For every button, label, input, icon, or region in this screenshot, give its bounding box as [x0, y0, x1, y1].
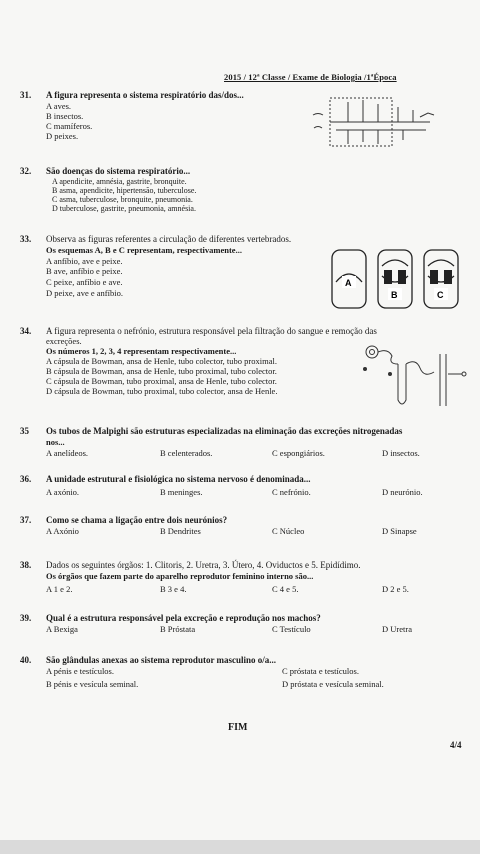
end-marker: FIM [228, 722, 248, 733]
option-c: C Testículo [272, 624, 311, 634]
option-d: D Sinapse [382, 526, 417, 536]
option-d: D insectos. [382, 448, 420, 458]
question-number: 34. [20, 326, 32, 336]
option-b: B meninges. [160, 487, 203, 497]
question-number: 38. [20, 560, 32, 570]
option-b: B ave, anfíbio e peixe. [46, 266, 123, 276]
question-number: 35 [20, 426, 29, 436]
option-c: C mamíferos. [46, 121, 93, 131]
question-number: 37. [20, 515, 32, 525]
exam-header: 2015 / 12ª Classe / Exame de Biologia /1ªÉpoca [224, 72, 397, 82]
question-stem-2: Os esquemas A, B e C representam, respectivamente... [46, 245, 242, 255]
option-d: D neurónio. [382, 487, 423, 497]
option-d: D 2 e 5. [382, 584, 409, 594]
question-number: 36. [20, 474, 32, 484]
option-b: B Próstata [160, 624, 196, 634]
circulation-figure [328, 246, 468, 312]
option-c: C asma, tuberculose, bronquite, pneumonia. [52, 195, 193, 204]
page-number: 4/4 [450, 740, 462, 750]
question-stem: A unidade estrutural e fisiológica no sistema nervoso é denominada... [46, 474, 311, 484]
option-c: C nefrónio. [272, 487, 311, 497]
option-b: B Dendrites [160, 526, 201, 536]
option-d: D cápsula de Bowman, tubo proximal, tubo colector, ansa de Henle. [46, 386, 278, 396]
option-d: D tuberculose, gastrite, pneumonia, amnésia. [52, 204, 196, 213]
option-a: A Axónio [46, 526, 79, 536]
option-c: C Núcleo [272, 526, 305, 536]
option-d: D peixes. [46, 131, 79, 141]
option-a: A aves. [46, 101, 72, 111]
option-c: C próstata e testículos. [282, 666, 359, 676]
question-stem: São doenças do sistema respiratório... [46, 166, 191, 176]
option-c: C espongiários. [272, 448, 325, 458]
bottom-bar [0, 840, 480, 854]
question-stem: Como se chama a ligação entre dois neurónios? [46, 515, 228, 525]
question-number: 31. [20, 90, 32, 100]
option-d: D próstata e vesícula seminal. [282, 679, 384, 689]
question-stem: Qual é a estrutura responsável pela excreção e reprodução nos machos? [46, 613, 321, 623]
question-number: 40. [20, 655, 32, 665]
question-stem: São glândulas anexas ao sistema reprodutor masculino o/a... [46, 655, 277, 665]
question-stem: Os tubos de Malpighi são estruturas especializadas na eliminação das excreções nitrogenadas [46, 426, 403, 436]
question-stem-2: Os números 1, 2, 3, 4 representam respectivamente... [46, 346, 237, 356]
option-b: B 3 e 4. [160, 584, 187, 594]
option-a: A apendicite, amnésia, gastrite, bronquite. [52, 177, 187, 186]
figure-label-a: A [345, 278, 352, 288]
figure-label-b: B [391, 290, 398, 300]
option-b: B insectos. [46, 111, 84, 121]
option-d: D peixe, ave e anfíbio. [46, 288, 123, 298]
option-c: C cápsula de Bowman, tubo proximal, ansa de Henle, tubo colector. [46, 376, 277, 386]
question-stem-2: Os órgãos que fazem parte do aparelho reprodutor feminino interno são... [46, 571, 314, 581]
option-a: A Bexiga [46, 624, 78, 634]
option-b: B asma, apendicite, hipertensão, tuberculose. [52, 186, 197, 195]
nephron-figure [360, 344, 470, 410]
question-stem-cont: nos... [46, 437, 65, 447]
option-a: A anfíbio, ave e peixe. [46, 256, 123, 266]
option-a: A axónio. [46, 487, 80, 497]
question-stem-cont: excreções. [46, 336, 82, 346]
option-d: D Uretra [382, 624, 412, 634]
option-a: A 1 e 2. [46, 584, 73, 594]
figure-label-c: C [437, 290, 444, 300]
question-stem: Observa as figuras referentes a circulação de diferentes vertebrados. [46, 234, 292, 244]
option-a: A cápsula de Bowman, ansa de Henle, tubo colector, tubo proximal. [46, 356, 277, 366]
question-stem: Dados os seguintes órgãos: 1. Clitoris, 2. Uretra, 3. Útero, 4. Oviductos e 5. Epidídimo. [46, 560, 361, 570]
tracheal-system-figure [308, 95, 443, 150]
question-number: 32. [20, 166, 32, 176]
option-c: C peixe, anfíbio e ave. [46, 277, 123, 287]
question-number: 39. [20, 613, 32, 623]
question-stem: A figura representa o sistema respiratório das/dos... [46, 90, 244, 100]
option-b: B celenterados. [160, 448, 213, 458]
question-stem: A figura representa o nefrónio, estrutura responsável pela filtração do sangue e remoção das [46, 326, 377, 336]
option-a: A pénis e testículos. [46, 666, 114, 676]
question-number: 33. [20, 234, 32, 244]
option-b: B cápsula de Bowman, ansa de Henle, tubo proximal, tubo colector. [46, 366, 277, 376]
option-c: C 4 e 5. [272, 584, 299, 594]
option-b: B pénis e vesícula seminal. [46, 679, 139, 689]
option-a: A anelídeos. [46, 448, 89, 458]
